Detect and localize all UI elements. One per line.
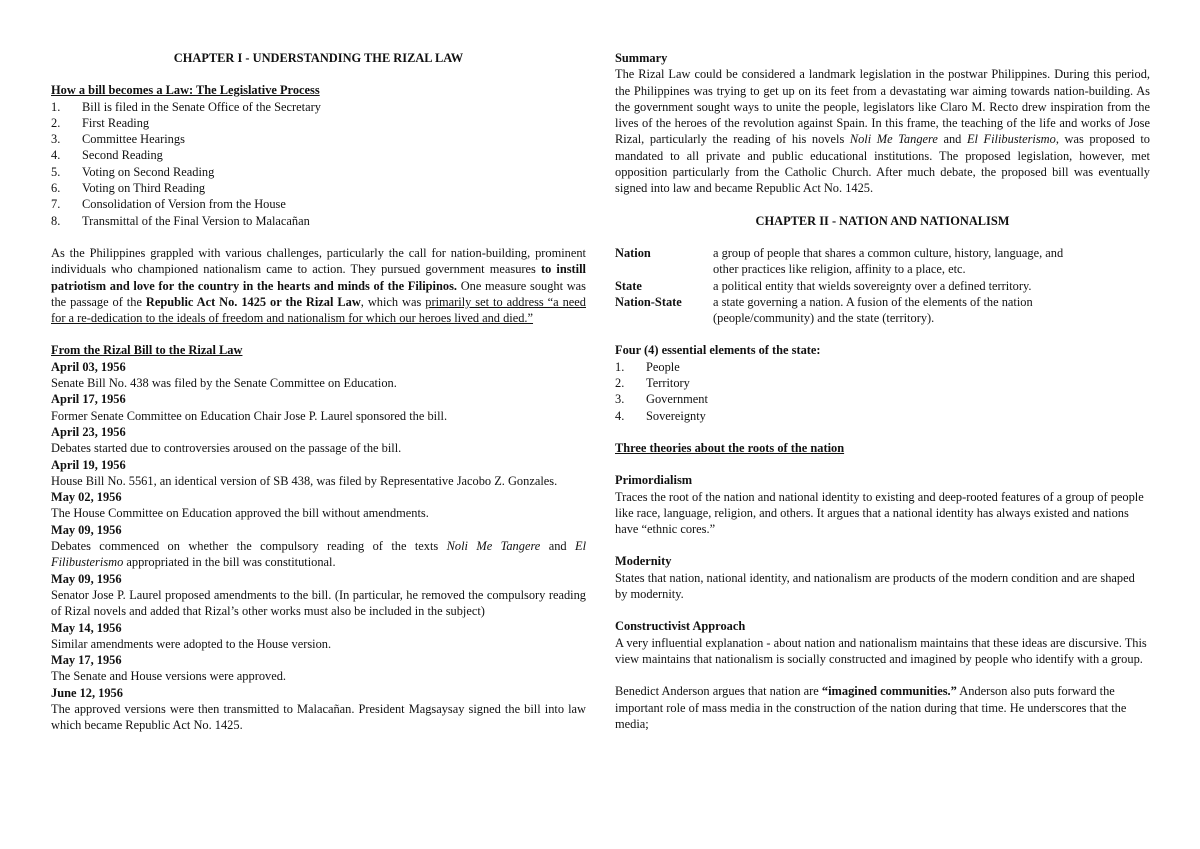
timeline-text: Similar amendments were adopted to the House version.: [51, 636, 332, 651]
timeline-entry: [51, 391, 586, 424]
timeline-entry: [51, 685, 586, 734]
summary-paragraph: The Rizal Law could be considered a landmark legislation in the postwar Philippines. During this period, the Philippines was trying to get up on its feet from a devastating war aiming towards nation-building. As the government sought ways to unite the people, legislators like Claro M. Recto drew inspiration from the lives of the heroes of the revolution against Spain. In this frame, the teaching of the life and works of Jose Rizal, particularly the reading of his novels Noli Me Tangere and El Filibusterismo, was proposed to mandated to all private and public educational institutions. The proposed legislation, however, met opposition particularly from the Catholic Church. After much debate, the proposed bill was eventually signed into law and became Republic Act No. 1425.: [615, 67, 1150, 196]
chapter-2-title: CHAPTER II - NATION AND NATIONALISM: [755, 213, 1010, 228]
theory-name: Modernity: [615, 554, 672, 569]
definition-text: a political entity that wields sovereignty over a defined territory.: [713, 278, 1032, 293]
legislative-process-heading: How a bill becomes a Law: The Legislative Process: [51, 83, 320, 98]
left-column: [51, 50, 586, 734]
timeline-heading: From the Rizal Bill to the Rizal Law: [51, 343, 243, 358]
theory-constructivist: [615, 618, 1150, 667]
summary-heading: Summary: [615, 51, 668, 65]
timeline-date: April 17, 1956: [51, 392, 126, 407]
definition-text: a group of people that shares a common culture, history, language, and other practices like religion, affinity to a place, etc.: [713, 245, 1064, 277]
timeline-text: Senator Jose P. Laurel proposed amendments to the bill. (In particular, he removed the compulsory reading of Rizal novels and added that Rizal’s other works must also be included in the subject): [51, 587, 586, 619]
theory-text: Traces the root of the nation and national identity to existing and deep-rooted features of a group of people like race, language, religion, and others. It argues that a national identity has always existed and nations have “ethnic cores.”: [615, 489, 1144, 537]
timeline-date: April 23, 1956: [51, 424, 126, 439]
timeline-text: Debates commenced on whether the compulsory reading of the texts Noli Me Tangere and El Filibusterismo appropriated in the bill was constitutional.: [51, 539, 587, 570]
timeline-date: May 17, 1956: [51, 653, 122, 668]
anderson-paragraph: Benedict Anderson argues that nation are “imagined communities.” Anderson also puts forward the important role of mass media in the construction of the nation during that time. He underscores that the media;: [615, 684, 1127, 731]
elements-list: [615, 359, 1150, 424]
list-item: 1. People: [615, 359, 680, 374]
definition-text: a state governing a nation. A fusion of the elements of the nation (people/community) and the state (territory).: [713, 294, 1033, 326]
timeline-text: The Senate and House versions were approved.: [51, 669, 286, 684]
list-item: 5. Voting on Second Reading: [51, 164, 215, 179]
list-item: 8. Transmittal of the Final Version to Malacañan: [51, 213, 310, 228]
timeline-entry: [51, 652, 586, 685]
timeline-text: Senate Bill No. 438 was filed by the Senate Committee on Education.: [51, 376, 397, 391]
timeline-date: June 12, 1956: [51, 685, 123, 700]
timeline-entry: [51, 620, 586, 653]
list-item: 4. Sovereignty: [615, 408, 706, 423]
chapter-1-title: CHAPTER I - UNDERSTANDING THE RIZAL LAW: [173, 51, 464, 65]
theory-primordialism: [615, 472, 1150, 537]
timeline-entry: [51, 424, 586, 457]
right-column: [615, 50, 1150, 732]
timeline-entry: [51, 489, 586, 522]
theory-modernity: [615, 553, 1150, 602]
list-item: 7. Consolidation of Version from the House: [51, 197, 286, 212]
theory-text: States that nation, national identity, and nationalism are products of the modern condition and are shaped by modernity.: [615, 570, 1135, 602]
timeline-date: April 03, 1956: [51, 359, 126, 374]
list-item: 2. Territory: [615, 376, 690, 391]
timeline-date: May 14, 1956: [51, 620, 122, 635]
definition-nation: [615, 245, 1150, 278]
timeline-date: May 09, 1956: [51, 571, 122, 586]
theory-text: A very influential explanation - about nation and nationalism maintains that these ideas are discursive. This view maintains that nationalism is socially constructed and imagined by people who identify with a group.: [615, 635, 1147, 666]
definition-term: State: [615, 278, 642, 293]
definition-term: Nation: [615, 245, 651, 260]
timeline-text: The approved versions were then transmitted to Malacañan. President Magsaysay signed the bill into law which became Republic Act No. 1425.: [51, 701, 586, 733]
theory-name: Primordialism: [615, 473, 693, 488]
intro-paragraph: As the Philippines grappled with various challenges, particularly the call for nation-building, prominent individuals who championed nationalism came to action. They pursued government measures to instill patriotism and love for the country in the hearts and minds of the Filipinos. One measure sought was the passage of the Republic Act No. 1425 or the Rizal Law, which was primarily set to address “a need for a re-dedication to the ideals of freedom and nationalism for which our heroes lived and died.”: [51, 245, 587, 326]
timeline-date: May 09, 1956: [51, 522, 122, 537]
list-item: 3. Committee Hearings: [51, 132, 185, 147]
list-item: 3. Government: [615, 392, 708, 407]
list-item: 2. First Reading: [51, 115, 150, 130]
timeline-entry: [51, 457, 586, 490]
definition-state: [615, 278, 1150, 294]
timeline-text: The House Committee on Education approved the bill without amendments.: [51, 506, 429, 521]
timeline-date: April 19, 1956: [51, 457, 126, 472]
timeline-date: May 02, 1956: [51, 490, 122, 505]
list-item: 6. Voting on Third Reading: [51, 181, 206, 196]
timeline-text: Former Senate Committee on Education Chair Jose P. Laurel sponsored the bill.: [51, 408, 448, 423]
definition-nation-state: [615, 294, 1150, 327]
list-item: 1. Bill is filed in the Senate Office of the Secretary: [51, 99, 321, 114]
timeline-entry: [51, 359, 586, 392]
theory-name: Constructivist Approach: [615, 619, 746, 634]
list-item: 4. Second Reading: [51, 148, 163, 163]
theories-heading: Three theories about the roots of the nation: [615, 440, 845, 455]
timeline-text: House Bill No. 5561, an identical version of SB 438, was filed by Representative Jacobo Z. Gonzales.: [51, 473, 558, 488]
legislative-steps-list: [51, 99, 586, 229]
definition-term: Nation-State: [615, 294, 682, 309]
timeline-text: Debates started due to controversies aroused on the passage of the bill.: [51, 441, 402, 456]
timeline-entry: [51, 522, 586, 571]
elements-heading: Four (4) essential elements of the state:: [615, 343, 821, 358]
timeline-entry: [51, 571, 586, 620]
